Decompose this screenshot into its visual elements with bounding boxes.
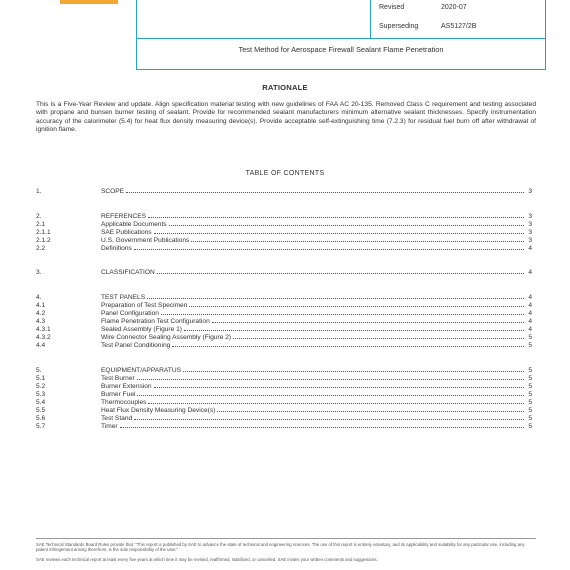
toc-entry bbox=[36, 220, 532, 228]
toc-entry-title: TEST PANELS bbox=[101, 294, 146, 301]
toc-entry bbox=[36, 341, 532, 349]
toc-entry-page: 5 bbox=[528, 375, 532, 382]
toc-entry-title: SCOPE bbox=[101, 188, 125, 195]
toc-entry-page: 5 bbox=[528, 334, 532, 341]
toc-entry bbox=[36, 309, 532, 317]
toc-entry bbox=[36, 268, 532, 276]
toc-entry bbox=[36, 236, 532, 244]
toc-entry-title: EQUIPMENT/APPARATUS bbox=[101, 367, 181, 374]
toc-entry bbox=[36, 301, 532, 309]
toc-entry-page: 5 bbox=[528, 342, 532, 349]
toc-entry bbox=[36, 293, 532, 301]
toc-entry bbox=[36, 406, 532, 414]
toc-entry-number: 4.3 bbox=[36, 318, 46, 325]
toc-entry bbox=[36, 228, 532, 236]
toc-leader-dots bbox=[172, 346, 524, 347]
toc-entry-title: CLASSIFICATION bbox=[101, 269, 155, 276]
toc-entry-title: Preparation of Test Specimen bbox=[101, 302, 188, 309]
toc-entry-title: Test Burner bbox=[101, 375, 135, 382]
toc-heading: TABLE OF CONTENTS bbox=[245, 170, 325, 177]
superseding-value: AS5127/2B bbox=[441, 23, 477, 30]
toc-entry-title: SAE Publications bbox=[101, 229, 152, 236]
toc-leader-dots bbox=[120, 427, 524, 428]
document-title: Test Method for Aerospace Firewall Sealant Flame Penetration bbox=[238, 45, 444, 54]
rationale-text: This is a Five-Year Review and update. Align specification material testing with new guidelines of FAA AC 20-135. Removed Class C requirement and testing associated with propane and bunsen burner testing of sealant. Provide for recommended sealant manufacturers minimum alternative sealant thicknesses. Specify instrumentation accuracy of the calorimeter (5.4) for heat flux density measuring device(s). Provide acceptable self-extinguishing time (7.2.3) for residual fuel burn off after withdrawal of ignition flame. bbox=[36, 101, 536, 133]
toc-entry bbox=[36, 333, 532, 341]
toc-entry-title: Wire Connector Sealing Assembly (Figure 2) bbox=[101, 334, 232, 341]
toc-leader-dots bbox=[183, 371, 524, 372]
toc-entry bbox=[36, 398, 532, 406]
footer-disclaimer: SAE Technical Standards Board Rules provide that: "This report is published by SAE to advance the state of technical and engineering sciences. The use of this report is entirely voluntary, and its applicability and suitability for any particular use, including any patent infringement arising therefrom, is the sole responsibility of the user." bbox=[36, 542, 525, 552]
toc-entry bbox=[36, 414, 532, 422]
toc-entry-number: 4.3.1 bbox=[36, 326, 51, 333]
footer-rule bbox=[36, 538, 536, 539]
toc-leader-dots bbox=[169, 225, 524, 226]
toc-leader-dots bbox=[154, 233, 524, 234]
toc-entry-number: 5.2 bbox=[36, 383, 46, 390]
header-divider bbox=[137, 38, 545, 39]
toc-entry-number: 5.6 bbox=[36, 415, 46, 422]
toc-entry-number: 5. bbox=[36, 367, 42, 374]
toc-entry-number: 2. bbox=[36, 213, 42, 220]
toc-leader-dots bbox=[134, 249, 524, 250]
toc-entry bbox=[36, 390, 532, 398]
toc-leader-dots bbox=[134, 419, 524, 420]
toc-entry-page: 4 bbox=[528, 326, 532, 333]
toc-entry-page: 4 bbox=[528, 245, 532, 252]
header-logo-cell bbox=[137, 0, 371, 38]
revised-value: 2020-07 bbox=[441, 4, 467, 11]
toc-entry-title: Definitions bbox=[101, 245, 132, 252]
toc-leader-dots bbox=[189, 306, 524, 307]
toc-entry-number: 4.3.2 bbox=[36, 334, 51, 341]
toc-entry-number: 4.4 bbox=[36, 342, 46, 349]
revised-label: Revised bbox=[379, 4, 405, 11]
toc-entry bbox=[36, 317, 532, 325]
toc-entry bbox=[36, 382, 532, 390]
toc-entry-page: 5 bbox=[528, 399, 532, 406]
toc-leader-dots bbox=[137, 395, 524, 396]
toc-leader-dots bbox=[154, 387, 524, 388]
footer-review-note: SAE reviews each technical report at least every five years at which time it may be revised, reaffirmed, stabilized, or cancelled. SAE invites your written comments and suggestions. bbox=[36, 557, 378, 562]
toc-leader-dots bbox=[184, 330, 524, 331]
toc-entry-title: Test Panel Conditioning bbox=[101, 342, 171, 349]
toc-leader-dots bbox=[157, 273, 524, 274]
toc-entry-title: Timer bbox=[101, 423, 118, 430]
sae-logo bbox=[60, 0, 118, 4]
toc-entry-title: Flame Penetration Test Configuration bbox=[101, 318, 210, 325]
rationale-heading: RATIONALE bbox=[262, 83, 308, 92]
toc-entry-title: Applicable Documents bbox=[101, 221, 167, 228]
toc-entry-title: Thermocouples bbox=[101, 399, 147, 406]
toc-entry-title: Burner Fuel bbox=[101, 391, 136, 398]
toc-leader-dots bbox=[161, 314, 524, 315]
toc-leader-dots bbox=[148, 403, 524, 404]
toc-entry bbox=[36, 187, 532, 195]
toc-leader-dots bbox=[233, 338, 524, 339]
toc-entry-page: 3 bbox=[528, 229, 532, 236]
toc-entry-title: Test Stand bbox=[101, 415, 133, 422]
toc-entry bbox=[36, 212, 532, 220]
toc-entry-page: 4 bbox=[528, 269, 532, 276]
document-header bbox=[136, 0, 546, 70]
toc-entry-page: 4 bbox=[528, 310, 532, 317]
toc-entry-page: 4 bbox=[528, 302, 532, 309]
toc-entry-title: REFERENCES bbox=[101, 213, 147, 220]
superseding-row bbox=[379, 23, 476, 30]
toc-entry-page: 4 bbox=[528, 294, 532, 301]
toc-entry bbox=[36, 366, 532, 374]
toc-entry-page: 5 bbox=[528, 415, 532, 422]
toc-leader-dots bbox=[126, 192, 524, 193]
toc-entry-page: 5 bbox=[528, 407, 532, 414]
toc-entry-page: 5 bbox=[528, 367, 532, 374]
toc-entry-number: 2.1 bbox=[36, 221, 46, 228]
toc-entry-number: 2.1.2 bbox=[36, 237, 51, 244]
toc-entry bbox=[36, 325, 532, 333]
toc-entry-number: 5.7 bbox=[36, 423, 46, 430]
toc-entry-page: 5 bbox=[528, 391, 532, 398]
toc-entry-number: 5.3 bbox=[36, 391, 46, 398]
toc-entry-number: 4. bbox=[36, 294, 42, 301]
superseding-label: Superseding bbox=[379, 23, 419, 30]
toc-entry-page: 5 bbox=[528, 383, 532, 390]
toc-entry-title: Burner Extension bbox=[101, 383, 152, 390]
toc-entry-number: 3. bbox=[36, 269, 42, 276]
toc-leader-dots bbox=[147, 298, 524, 299]
toc-entry bbox=[36, 244, 532, 252]
toc-entry-number: 5.5 bbox=[36, 407, 46, 414]
toc-entry-title: Heat Flux Density Measuring Device(s) bbox=[101, 407, 216, 414]
toc-leader-dots bbox=[217, 411, 524, 412]
toc-entry-number: 1. bbox=[36, 188, 42, 195]
header-info-cell bbox=[371, 0, 545, 38]
toc-entry-page: 3 bbox=[528, 221, 532, 228]
toc-entry-number: 5.4 bbox=[36, 399, 46, 406]
toc-leader-dots bbox=[148, 217, 524, 218]
toc-entry-title: Panel Configuration bbox=[101, 310, 159, 317]
toc-leader-dots bbox=[137, 379, 524, 380]
toc-entry-number: 5.1 bbox=[36, 375, 46, 382]
toc-entry bbox=[36, 422, 532, 430]
toc-entry-title: Sealed Assembly (Figure 1) bbox=[101, 326, 182, 333]
toc-entry-number: 4.1 bbox=[36, 302, 46, 309]
revised-row bbox=[379, 4, 467, 11]
toc-entry bbox=[36, 374, 532, 382]
toc-leader-dots bbox=[191, 241, 524, 242]
toc-entry-page: 3 bbox=[528, 237, 532, 244]
toc-entry-page: 3 bbox=[528, 213, 532, 220]
toc-entry-page: 3 bbox=[528, 188, 532, 195]
toc-entry-page: 4 bbox=[528, 318, 532, 325]
toc-leader-dots bbox=[212, 322, 524, 323]
toc-entry-page: 5 bbox=[528, 423, 532, 430]
toc-entry-number: 2.2 bbox=[36, 245, 46, 252]
toc-entry-title: U.S. Government Publications bbox=[101, 237, 190, 244]
toc-entry-number: 4.2 bbox=[36, 310, 46, 317]
toc-entry-number: 2.1.1 bbox=[36, 229, 51, 236]
